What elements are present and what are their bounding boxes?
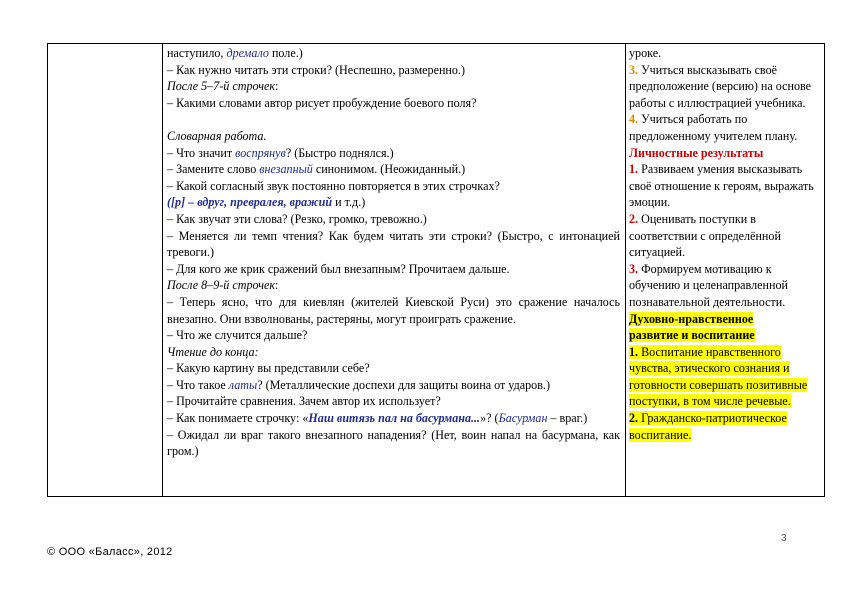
text-line: – Как нужно читать эти строки? (Неспешно, размеренно.) [167, 62, 465, 77]
text-line: – Что же случится дальше? [167, 328, 308, 343]
text-line: После 5–7-й строчек: [167, 79, 279, 94]
column-divider-2 [625, 44, 626, 496]
list-item: 3. Учиться высказывать своё предположение (версию) на основе работы с иллюстрацией учебника. [629, 62, 812, 110]
text-line: – Какую картину вы представили себе? [167, 361, 370, 376]
lesson-table [47, 43, 825, 497]
text-line: – Как понимаете строчку: «Наш витязь пал на басурмана...»? (Басурман – враг.) [167, 411, 588, 426]
text-line: ([р] – вдруг, превралея, вражий и т.д.) [167, 195, 366, 210]
section-heading: Личностные результаты [629, 145, 764, 160]
text-line: наступило, дремало поле.) [167, 46, 303, 60]
text-line: – Что такое латы? (Металлические доспехи для защиты воина от ударов.) [167, 377, 550, 392]
text-line: – Что значит воспрянув? (Быстро поднялся.) [167, 145, 394, 160]
section-heading: Духовно-нравственное развитие и воспитание [629, 311, 755, 343]
results-column [629, 45, 824, 443]
text-line: – Какими словами автор рисует пробуждение боевого поля? [167, 95, 477, 110]
list-item: 2. Оценивать поступки в соответствии с определённой ситуацией. [629, 211, 781, 260]
list-item: 1. Развиваем умения высказывать своё отношение к героям, выражать эмоции. [629, 162, 814, 210]
text-line: – Ожидал ли враг такого внезапного нападения? (Нет, воин напал на басурмана, как гром.) [167, 427, 620, 459]
lesson-content-column [167, 45, 620, 460]
list-item: 4. Учиться работать по предложенному учителем плану. [629, 112, 798, 143]
text-line: – Замените слово внезапный синонимом. (Неожиданный.) [167, 162, 466, 177]
page-number: 3 [781, 533, 787, 544]
text-line: – Как звучат эти слова? (Резко, громко, тревожно.) [167, 211, 427, 226]
text-line: После 8–9-й строчек: [167, 278, 279, 293]
list-item: 2. Гражданско-патриотическое воспитание. [629, 411, 787, 442]
list-item: 1. Воспитание нравственного чувства, этического сознания и готовности совершать позитивные поступки, в том числе речевые. [629, 344, 808, 409]
text-line: – Теперь ясно, что для киевлян (жителей Киевской Руси) это сражение началось внезапно. Они взволнованы, растеряны, могут проиграть сражение. [167, 294, 620, 326]
text-line: – Для кого же крик сражений был внезапным? Прочитаем дальше. [167, 261, 510, 276]
text-line: уроке. [629, 46, 662, 60]
list-item: 3. Формируем мотивацию к обучению и целенаправленной познавательной деятельности. [629, 261, 788, 309]
text-line: – Какой согласный звук постоянно повторяется в этих строчках? [167, 178, 500, 193]
section-heading: Словарная работа. [167, 128, 267, 143]
copyright-footer: © ООО «Баласс», 2012 [47, 546, 173, 558]
text-line: – Прочитайте сравнения. Зачем автор их использует? [167, 394, 441, 409]
section-heading: Чтение до конца: [167, 344, 259, 359]
column-divider-1 [162, 44, 163, 496]
text-line: – Меняется ли темп чтения? Как будем читать эти строки? (Быстро, с интонацией тревоги.) [167, 228, 620, 260]
